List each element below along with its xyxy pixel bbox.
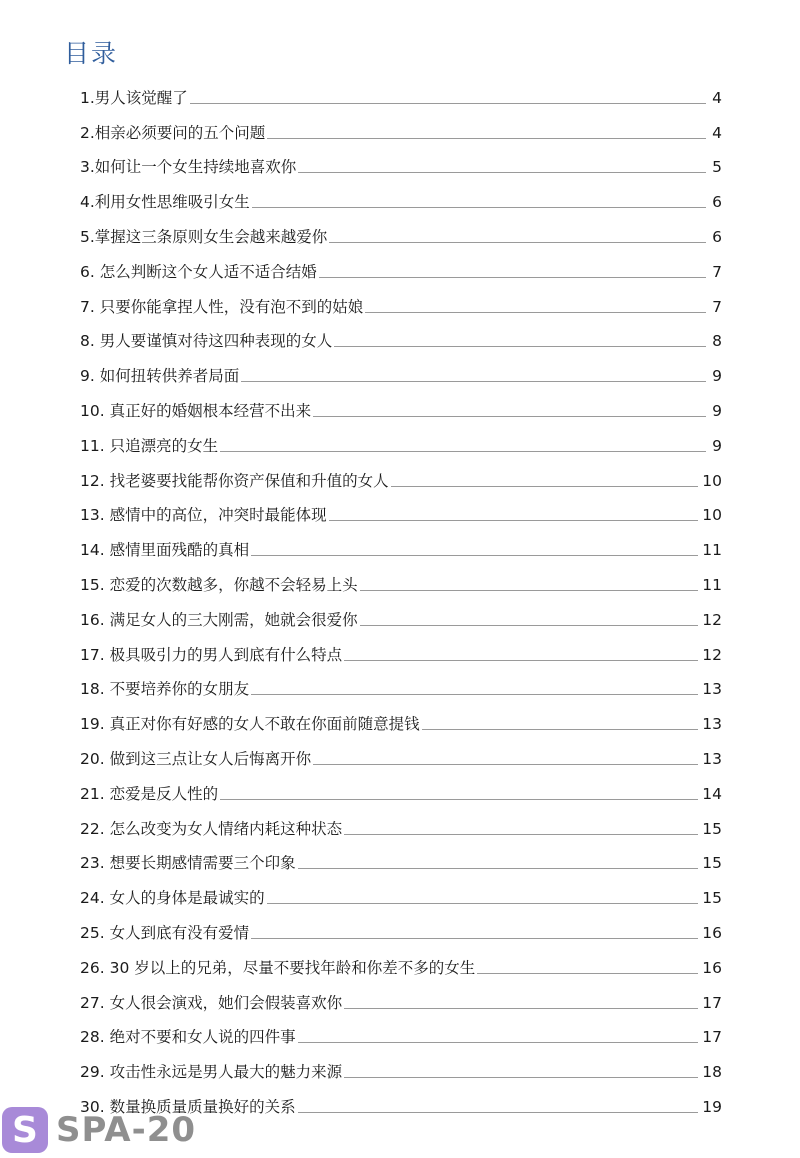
watermark-text: SPA-20 (56, 1110, 197, 1150)
toc-entry[interactable] (80, 702, 722, 737)
toc-entry[interactable] (80, 250, 722, 285)
toc-entry-label: 15. 恋爱的次数越多，你越不会轻易上头 (80, 575, 358, 594)
toc-entry-page-number: 14 (702, 784, 722, 803)
toc-entry-page-number: 17 (702, 1028, 722, 1047)
toc-entry-label: 28. 绝对不要和女人说的四件事 (80, 1028, 296, 1047)
toc-leader-line (344, 1077, 698, 1078)
toc-entry-label: 27. 女人很会演戏，她们会假装喜欢你 (80, 993, 343, 1012)
toc-entry-label: 11. 只追漂亮的女生 (80, 436, 219, 455)
toc-entry[interactable] (80, 633, 722, 668)
toc-entry[interactable] (80, 981, 722, 1016)
toc-list (80, 76, 722, 1120)
watermark (0, 1102, 196, 1158)
toc-entry-page-number: 16 (702, 958, 722, 977)
toc-entry-page-number: 5 (712, 158, 722, 177)
toc-entry[interactable] (80, 285, 722, 320)
toc-entry-label: 18. 不要培养你的女朋友 (80, 680, 250, 699)
toc-entry-page-number: 15 (702, 819, 722, 838)
toc-entry-label: 2.相亲必须要问的五个问题 (80, 123, 266, 142)
toc-entry-label: 6. 怎么判断这个女人适不适合结婚 (80, 262, 317, 281)
toc-entry-label: 4.利用女性思维吸引女生 (80, 193, 250, 212)
toc-entry[interactable] (80, 1016, 722, 1051)
toc-entry[interactable] (80, 598, 722, 633)
toc-leader-line (220, 451, 706, 452)
toc-leader-line (252, 207, 706, 208)
toc-leader-line (477, 973, 698, 974)
toc-entry-page-number: 13 (702, 680, 722, 699)
toc-entry-label: 8. 男人要谨慎对待这四种表现的女人 (80, 332, 333, 351)
toc-leader-line (298, 1042, 699, 1043)
toc-entry[interactable] (80, 528, 722, 563)
toc-entry[interactable] (80, 807, 722, 842)
toc-entry-label: 19. 真正对你有好感的女人不敢在你面前随意提钱 (80, 715, 420, 734)
toc-entry-page-number: 13 (702, 715, 722, 734)
toc-entry-page-number: 11 (702, 575, 722, 594)
toc-entry-label: 7. 只要你能拿捏人性，没有泡不到的姑娘 (80, 297, 364, 316)
watermark-logo-badge: S (2, 1107, 48, 1153)
toc-entry-page-number: 4 (712, 88, 722, 107)
toc-entry-page-number: 15 (702, 889, 722, 908)
toc-entry[interactable] (80, 424, 722, 459)
toc-leader-line (190, 103, 706, 104)
toc-entry-page-number: 9 (712, 401, 722, 420)
toc-entry-page-number: 19 (702, 1097, 722, 1116)
toc-leader-line (391, 486, 699, 487)
toc-entry[interactable] (80, 842, 722, 877)
toc-leader-line (267, 903, 699, 904)
toc-entry[interactable] (80, 459, 722, 494)
toc-entry[interactable] (80, 389, 722, 424)
toc-entry[interactable] (80, 494, 722, 529)
toc-entry[interactable] (80, 111, 722, 146)
toc-entry[interactable] (80, 876, 722, 911)
toc-leader-line (220, 799, 698, 800)
toc-entry-page-number: 16 (702, 923, 722, 942)
toc-entry-page-number: 9 (712, 367, 722, 386)
toc-entry-page-number: 6 (712, 227, 722, 246)
toc-entry[interactable] (80, 668, 722, 703)
toc-entry-label: 26. 30 岁以上的兄弟，尽量不要找年龄和你差不多的女生 (80, 958, 476, 977)
toc-entry-page-number: 10 (702, 506, 722, 525)
toc-leader-line (360, 590, 699, 591)
toc-entry-label: 1.男人该觉醒了 (80, 88, 188, 107)
toc-entry[interactable] (80, 354, 722, 389)
toc-entry-page-number: 6 (712, 193, 722, 212)
toc-entry-label: 21. 恋爱是反人性的 (80, 784, 219, 803)
toc-entry-label: 12. 找老婆要找能帮你资产保值和升值的女人 (80, 471, 389, 490)
toc-leader-line (298, 172, 706, 173)
toc-leader-line (334, 346, 706, 347)
toc-entry[interactable] (80, 180, 722, 215)
toc-entry[interactable] (80, 146, 722, 181)
toc-entry-page-number: 15 (702, 854, 722, 873)
toc-leader-line (313, 764, 698, 765)
toc-entry-page-number: 18 (702, 1063, 722, 1082)
toc-entry-label: 29. 攻击性永远是男人最大的魅力来源 (80, 1063, 343, 1082)
toc-entry[interactable] (80, 946, 722, 981)
toc-entry-page-number: 7 (712, 297, 722, 316)
toc-entry[interactable] (80, 1050, 722, 1085)
toc-entry-label: 17. 极具吸引力的男人到底有什么特点 (80, 645, 343, 664)
toc-entry-label: 20. 做到这三点让女人后悔离开你 (80, 749, 312, 768)
page-title: 目录 (64, 39, 119, 68)
toc-leader-line (251, 938, 698, 939)
toc-leader-line (422, 729, 699, 730)
toc-leader-line (298, 1112, 699, 1113)
toc-entry-page-number: 4 (712, 123, 722, 142)
toc-entry-page-number: 9 (712, 436, 722, 455)
toc-entry-label: 16. 满足女人的三大刚需，她就会很爱你 (80, 610, 358, 629)
toc-leader-line (344, 1008, 698, 1009)
toc-entry-page-number: 8 (712, 332, 722, 351)
toc-leader-line (267, 138, 706, 139)
toc-entry[interactable] (80, 772, 722, 807)
toc-entry-label: 23. 想要长期感情需要三个印象 (80, 854, 296, 873)
toc-leader-line (360, 625, 699, 626)
toc-entry-page-number: 12 (702, 645, 722, 664)
toc-entry-page-number: 12 (702, 610, 722, 629)
toc-leader-line (344, 834, 698, 835)
toc-entry-page-number: 7 (712, 262, 722, 281)
toc-leader-line (329, 242, 706, 243)
toc-entry-page-number: 17 (702, 993, 722, 1012)
toc-entry-page-number: 11 (702, 541, 722, 560)
toc-entry-label: 25. 女人到底有没有爱情 (80, 923, 250, 942)
toc-entry-label: 13. 感情中的高位，冲突时最能体现 (80, 506, 327, 525)
toc-leader-line (298, 868, 699, 869)
toc-entry[interactable] (80, 76, 722, 111)
toc-leader-line (344, 660, 698, 661)
toc-entry-label: 30. 数量换质量质量换好的关系 (80, 1097, 296, 1116)
toc-entry-label: 24. 女人的身体是最诚实的 (80, 889, 265, 908)
toc-entry-label: 14. 感情里面残酷的真相 (80, 541, 250, 560)
toc-leader-line (251, 555, 698, 556)
toc-entry-label: 22. 怎么改变为女人情绪内耗这种状态 (80, 819, 343, 838)
toc-entry[interactable] (80, 320, 722, 355)
toc-leader-line (313, 416, 706, 417)
toc-leader-line (329, 520, 699, 521)
toc-entry-page-number: 13 (702, 749, 722, 768)
toc-entry[interactable] (80, 737, 722, 772)
toc-entry-page-number: 10 (702, 471, 722, 490)
toc-entry-label: 3.如何让一个女生持续地喜欢你 (80, 158, 297, 177)
toc-entry-label: 9. 如何扭转供养者局面 (80, 367, 240, 386)
toc-entry[interactable] (80, 215, 722, 250)
toc-leader-line (241, 381, 706, 382)
toc-entry-label: 10. 真正好的婚姻根本经营不出来 (80, 401, 312, 420)
toc-entry-label: 5.掌握这三条原则女生会越来越爱你 (80, 227, 328, 246)
toc-leader-line (365, 312, 706, 313)
toc-entry[interactable] (80, 911, 722, 946)
toc-entry[interactable] (80, 563, 722, 598)
toc-leader-line (319, 277, 706, 278)
toc-leader-line (251, 694, 698, 695)
